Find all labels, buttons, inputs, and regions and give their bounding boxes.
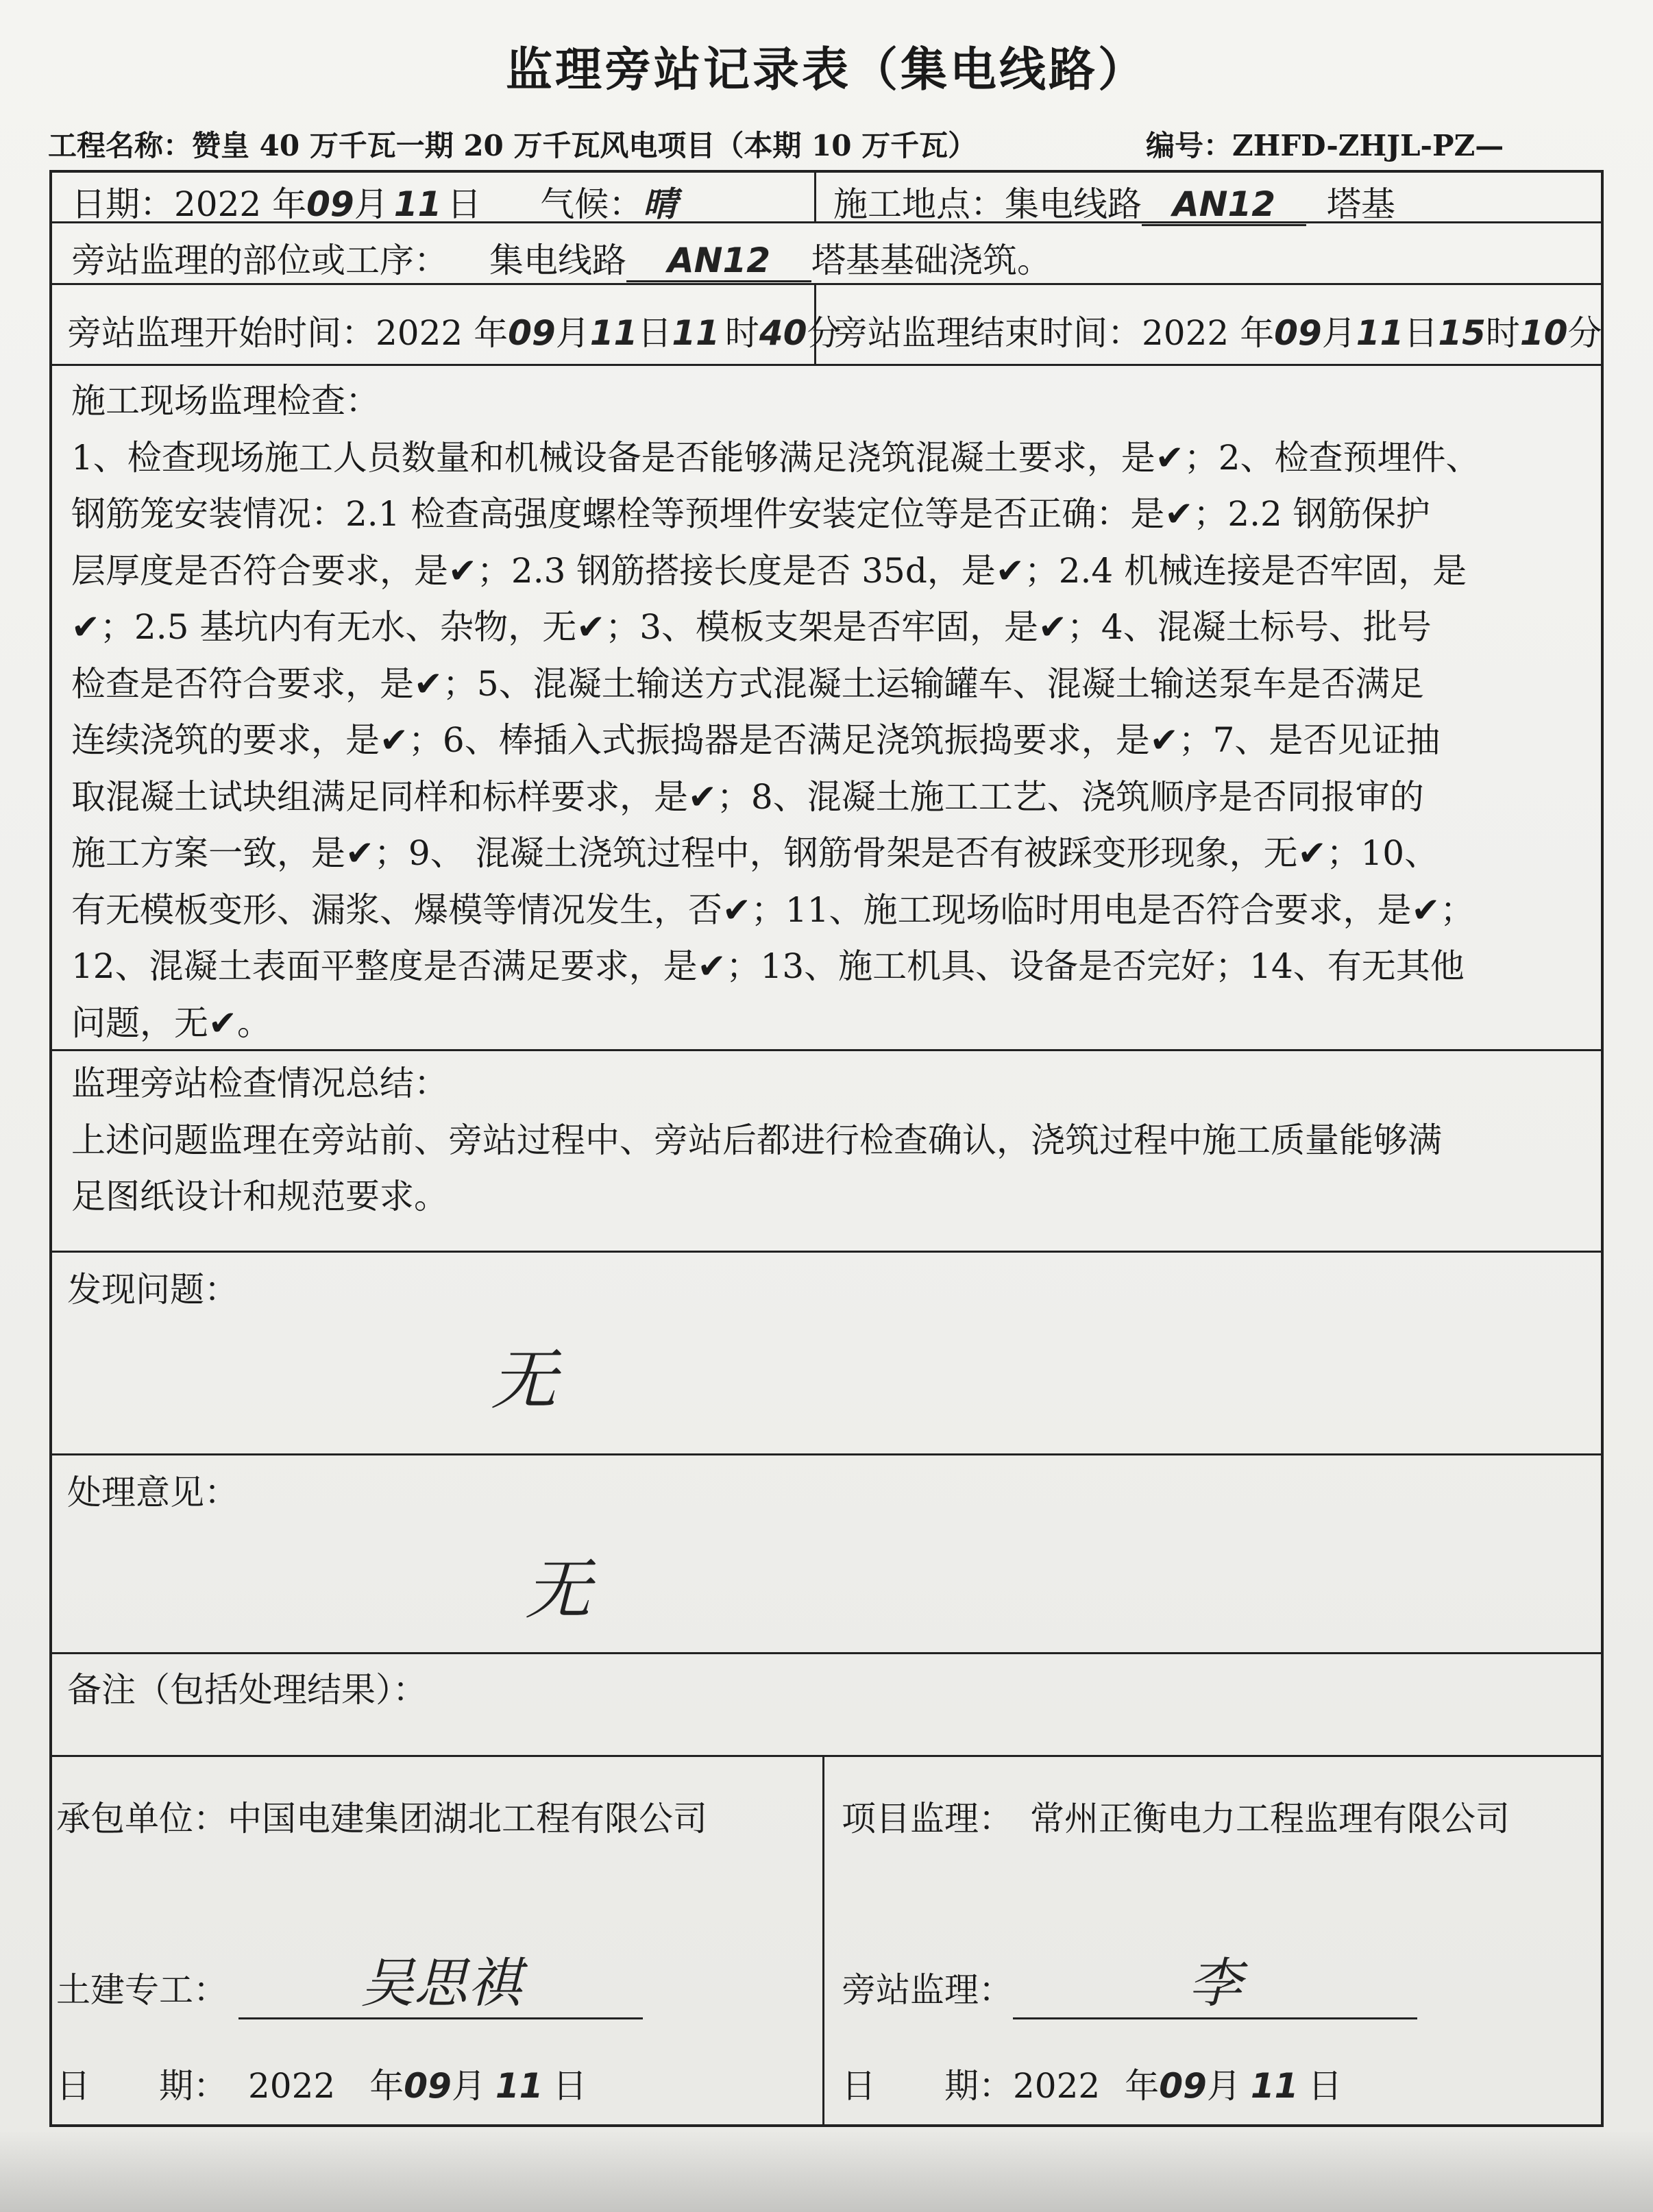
start-hour: 11 — [672, 313, 720, 353]
inspection-line: 1、检查现场施工人员数量和机械设备是否能够满足浇筑混凝土要求，是✔；2、检查预埋件、 — [71, 437, 1480, 478]
weather-value: 晴 — [643, 184, 678, 224]
end-month: 09 — [1274, 313, 1322, 353]
site-value: AN12 — [1142, 184, 1306, 226]
inspection-line: 12、混凝土表面平整度是否满足要求，是✔；13、施工机具、设备是否完好；14、有无其他 — [71, 946, 1465, 986]
inspection-line: 施工方案一致，是✔；9、 混凝土浇筑过程中，钢筋骨架是否有被踩变形现象，无✔；10、 — [71, 833, 1439, 873]
process-prefix: 集电线路 — [489, 241, 626, 280]
start-day-unit: 日 — [637, 313, 672, 353]
supervisor-date-label: 日 期： — [842, 2066, 1013, 2106]
date-day-unit: 日 — [447, 184, 482, 224]
end-time-label: 旁站监理结束时间：2022 年 — [833, 313, 1275, 353]
inspector-signature: 李 — [1013, 1941, 1417, 2019]
contractor-date-day: 11 — [495, 2066, 543, 2106]
signature-divider — [822, 1757, 824, 2124]
supervisor-date-month: 09 — [1159, 2066, 1207, 2106]
problems-value: 无 — [491, 1342, 556, 1418]
contractor-date-label: 日 期： — [56, 2066, 228, 2106]
inspector-label: 旁站监理： — [842, 1970, 1013, 2010]
contractor-date-year-unit: 年 — [369, 2066, 404, 2106]
signature-section — [52, 1757, 1601, 2124]
problems-heading: 发现问题： — [67, 1270, 238, 1310]
contractor-date-month-unit: 月 — [451, 2066, 486, 2106]
end-day: 11 — [1356, 313, 1404, 353]
end-day-unit: 日 — [1404, 313, 1438, 353]
start-time-label: 旁站监理开始时间：2022 年 — [67, 313, 509, 353]
contractor-label: 承包单位：中国电建集团湖北工程有限公司 — [56, 1799, 707, 1839]
project-label: 工程名称： — [48, 129, 193, 162]
engineer-label: 土建专工： — [56, 1970, 228, 2010]
summary-text — [71, 1055, 1582, 1225]
row-date-site — [52, 173, 1601, 223]
start-month: 09 — [508, 313, 556, 353]
supervisor-date-year: 2022 — [1013, 2066, 1101, 2106]
end-month-unit: 月 — [1321, 313, 1356, 353]
start-hour-unit: 时 — [724, 313, 759, 353]
inspection-line: 钢筋笼安装情况：2.1 检查高强度螺栓等预埋件安装定位等是否正确：是✔；2.2 钢筋保护 — [71, 494, 1430, 534]
inspection-section — [52, 366, 1601, 1051]
opinion-value: 无 — [525, 1551, 591, 1628]
date-month-unit: 月 — [354, 184, 389, 224]
contractor-date-day-unit: 日 — [552, 2066, 587, 2106]
engineer-signature: 吴思祺 — [238, 1941, 643, 2019]
inspection-line: 有无模板变形、漏浆、爆模等情况发生，否✔；11、施工现场临时用电是否符合要求，是✔； — [71, 889, 1475, 930]
inspection-line: 连续浇筑的要求，是✔；6、棒插入式振捣器是否满足浇筑振捣要求，是✔；7、是否见证抽 — [71, 720, 1441, 760]
supervisor-date-day-unit: 日 — [1308, 2066, 1343, 2106]
inspector-line — [842, 1941, 1417, 2019]
date-year: 2022 年 — [174, 184, 307, 224]
opinion-section — [52, 1455, 1601, 1654]
engineer-line — [56, 1941, 643, 2019]
row-time — [52, 285, 1601, 366]
project-name: 赞皇 40 万千瓦一期 20 万千瓦风电项目（本期 10 万千瓦） — [192, 129, 977, 162]
start-min: 40 — [759, 313, 807, 353]
summary-line: 上述问题监理在旁站前、旁站过程中、旁站后都进行检查确认，浇筑过程中施工质量能够满 — [71, 1120, 1442, 1160]
contractor-date-year: 2022 — [248, 2066, 336, 2106]
process-value: AN12 — [626, 241, 811, 282]
supervisor-date-line — [842, 2059, 1342, 2108]
supervisor-date-day: 11 — [1250, 2066, 1299, 2106]
document-number-line — [1146, 123, 1504, 164]
contractor-date-line — [56, 2059, 587, 2108]
contractor-date-month: 09 — [404, 2066, 452, 2106]
number-label: 编号： — [1146, 129, 1233, 162]
summary-section — [52, 1051, 1601, 1253]
inspection-line: 检查是否符合要求，是✔；5、混凝土输送方式混凝土运输罐车、混凝土输送泵车是否满足 — [71, 663, 1424, 704]
supervisor-date-month-unit: 月 — [1206, 2066, 1241, 2106]
number-value: ZHFD-ZHJL-PZ— — [1232, 129, 1504, 162]
end-min-unit: 分 — [1567, 313, 1602, 353]
process-label: 旁站监理的部位或工序： — [71, 241, 448, 280]
opinion-heading: 处理意见： — [67, 1473, 238, 1512]
site-label: 施工地点：集电线路 — [833, 184, 1142, 224]
end-time-cell — [833, 306, 1602, 355]
start-day: 11 — [589, 313, 638, 353]
summary-line: 足图纸设计和规范要求。 — [71, 1177, 448, 1216]
document-title: 监理旁站记录表（集电线路） — [505, 42, 1147, 97]
date-label: 日期： — [71, 184, 174, 224]
date-cell — [71, 177, 677, 226]
remarks-heading: 备注（包括处理结果）： — [67, 1670, 427, 1710]
end-hour: 15 — [1438, 313, 1486, 353]
supervisor-label: 项目监理： 常州正衡电力工程监理有限公司 — [842, 1799, 1510, 1839]
date-day: 11 — [393, 184, 442, 224]
row1-divider — [814, 173, 816, 221]
problems-section — [52, 1253, 1601, 1455]
supervisor-date-year-unit: 年 — [1125, 2066, 1160, 2106]
inspection-line: ✔；2.5 基坑内有无水、杂物，无✔；3、模板支架是否牢固，是✔；4、混凝土标号、批号 — [71, 607, 1432, 647]
record-form — [49, 170, 1604, 2127]
inspection-line: 问题，无✔。 — [71, 1003, 271, 1043]
summary-heading: 监理旁站检查情况总结： — [71, 1064, 448, 1103]
row-process — [52, 223, 1601, 285]
inspection-text — [71, 373, 1582, 1051]
site-cell — [833, 177, 1395, 226]
end-min: 10 — [1519, 313, 1568, 353]
start-month-unit: 月 — [555, 313, 590, 353]
start-time-cell — [67, 306, 842, 355]
inspection-heading: 施工现场监理检查： — [71, 381, 380, 421]
paper-shadow — [0, 2131, 1653, 2212]
inspection-line: 层厚度是否符合要求，是✔；2.3 钢筋搭接长度是否 35d，是✔；2.4 机械连接是否牢固，是 — [71, 550, 1467, 591]
end-hour-unit: 时 — [1485, 313, 1520, 353]
weather-label: 气候： — [540, 184, 644, 224]
process-suffix: 塔基基础浇筑。 — [811, 241, 1051, 280]
date-month: 09 — [306, 184, 354, 224]
project-name-line — [48, 123, 977, 164]
start-min-unit: 分 — [807, 313, 842, 353]
remarks-section — [52, 1654, 1601, 1757]
process-cell — [71, 233, 1051, 282]
site-suffix: 塔基 — [1327, 184, 1395, 224]
inspection-line: 取混凝土试块组满足同样和标样要求，是✔；8、混凝土施工工艺、浇筑顺序是否同报审的 — [71, 776, 1424, 817]
